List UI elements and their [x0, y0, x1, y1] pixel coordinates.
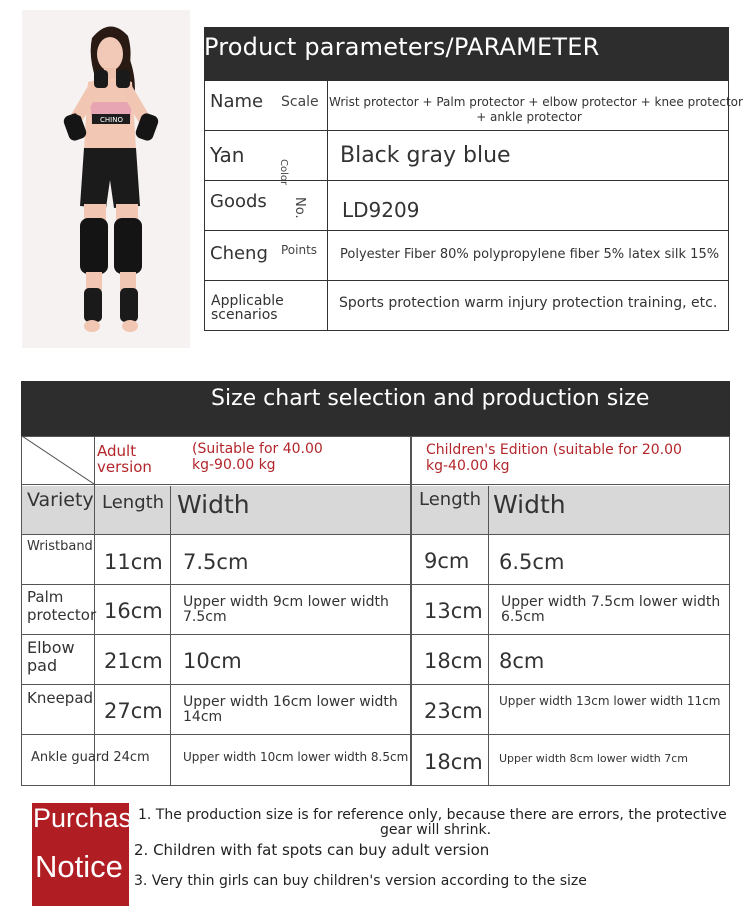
size-row-name: Elbow — [27, 638, 75, 657]
adult-suitable-range: (Suitable for 40.00 — [192, 441, 323, 457]
adult-length-value: 16cm — [104, 599, 163, 623]
size-row-name: protector — [27, 606, 97, 624]
size-chart-table — [21, 381, 730, 786]
adult-width-value: 7.5cm — [183, 609, 227, 625]
model-figure-illustration — [22, 10, 190, 348]
adult-width-value: Upper width 10cm lower width 8.5cm — [183, 750, 409, 764]
size-row-name: pad — [27, 656, 58, 675]
notice-item: 1. The production size is for reference only, because there are errors, the protective — [138, 807, 727, 823]
parameters-header: Product parameters/PARAMETER — [204, 27, 729, 81]
child-length-value: 18cm — [424, 649, 483, 673]
children-edition-label: kg-40.00 kg — [426, 458, 510, 474]
purchase-notice-badge — [32, 803, 148, 906]
product-parameters-table — [204, 27, 743, 331]
param-label: Goods — [210, 191, 267, 212]
param-label: scenarios — [211, 307, 278, 323]
child-length-value: 23cm — [424, 699, 483, 723]
adult-length-value: 11cm — [104, 550, 163, 574]
adult-version-label: Adult — [97, 442, 137, 460]
param-value: Black gray blue — [340, 143, 511, 168]
adult-width-value: 7.5cm — [183, 550, 249, 574]
param-row-name — [204, 81, 743, 131]
adult-version-label: version — [97, 458, 152, 476]
column-head-width: Width — [177, 490, 250, 519]
size-row-name: Ankle guard 24cm — [31, 750, 150, 765]
notice-item: 3. Very thin girls can buy children's version according to the size — [134, 873, 587, 889]
size-row-name: Wristband — [27, 539, 93, 554]
adult-width-value: Upper width 9cm lower width — [183, 594, 389, 610]
column-head-length: Length — [419, 489, 482, 510]
param-label: Cheng — [210, 243, 268, 264]
param-sublabel: Color — [278, 159, 289, 186]
size-row-name: Palm — [27, 588, 64, 606]
param-sublabel: No. — [292, 197, 307, 219]
product-model-photo — [22, 10, 190, 348]
children-edition-label: Children's Edition (suitable for 20.00 — [426, 442, 682, 458]
adult-suitable-range: kg-90.00 kg — [192, 457, 276, 473]
notice-item: gear will shrink. — [380, 822, 492, 838]
child-length-value: 9cm — [424, 549, 470, 573]
param-value: Sports protection warm injury protection training, etc. — [339, 295, 718, 311]
param-label-cell — [205, 231, 328, 280]
param-sublabel: Points — [281, 243, 318, 257]
child-width-value: Upper width 7.5cm lower width — [501, 594, 721, 610]
adult-width-value: Upper width 16cm lower width — [183, 694, 398, 710]
child-width-value: 6.5cm — [499, 550, 565, 574]
child-width-value: 6.5cm — [501, 609, 545, 625]
size-chart-header: Size chart selection and production size — [21, 381, 730, 436]
param-label-cell — [205, 131, 328, 186]
adult-length-value: 21cm — [104, 649, 163, 673]
child-length-value: 18cm — [424, 750, 483, 774]
param-label: Applicable — [211, 293, 284, 309]
param-row-color — [204, 131, 729, 186]
param-row-goods-no — [204, 181, 729, 231]
child-width-value: Upper width 13cm lower width 11cm — [499, 694, 721, 708]
param-label-cell — [205, 81, 328, 130]
param-sublabel: Scale — [281, 94, 319, 110]
param-label-cell — [205, 181, 328, 230]
child-width-value: 8cm — [499, 649, 545, 673]
param-value: Wrist protector + Palm protector + elbow protector + knee protector — [329, 95, 743, 109]
notice-item: 2. Children with fat spots can buy adult version — [134, 841, 490, 859]
column-head-variety: Variety — [27, 489, 94, 511]
adult-width-value: 14cm — [183, 709, 223, 725]
param-value: + ankle protector — [476, 110, 582, 124]
adult-width-value: 10cm — [183, 649, 242, 673]
size-row-name: Kneepad — [27, 689, 94, 707]
bra-print-text: CHINO — [100, 116, 123, 124]
column-head-width: Width — [493, 490, 566, 519]
param-label: Name — [210, 91, 264, 112]
param-row-composition — [204, 231, 729, 281]
adult-length-value: 27cm — [104, 699, 163, 723]
column-head-length: Length — [102, 492, 165, 513]
param-label: Yan — [210, 143, 245, 167]
notice-word: Notice — [35, 849, 123, 884]
size-chart-grid — [21, 436, 730, 786]
param-value: LD9209 — [342, 198, 420, 222]
param-value: Polyester Fiber 80% polypropylene fiber 5% latex silk 15% — [340, 247, 720, 262]
corner-diagonal — [22, 436, 94, 484]
param-row-scenarios — [204, 281, 729, 331]
notice-word: Purchase — [33, 803, 148, 833]
param-label-cell — [205, 281, 328, 330]
child-length-value: 13cm — [424, 599, 483, 623]
child-width-value: Upper width 8cm lower width 7cm — [499, 752, 689, 765]
